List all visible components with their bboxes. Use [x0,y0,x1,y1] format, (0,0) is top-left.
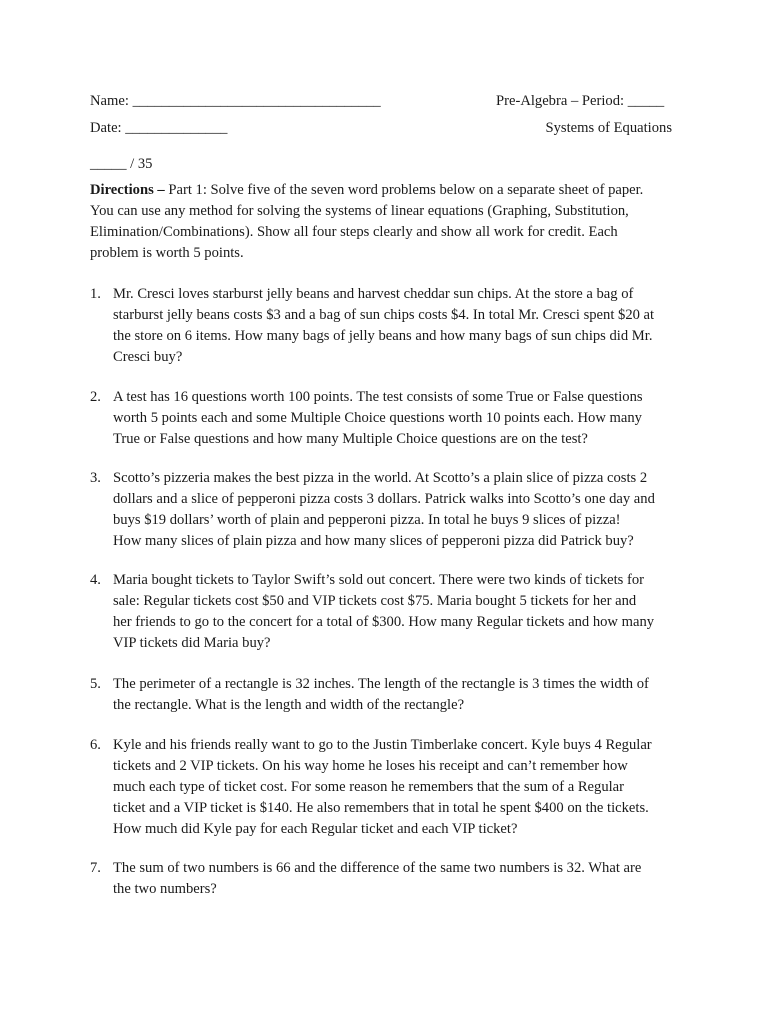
directions-lead: Directions – [90,182,165,198]
date-label: Date: [90,120,122,136]
problem-line: starburst jelly beans costs $3 and a bag of sun chips costs $4. In total Mr. Cresci spent $20 at [113,307,655,323]
problem-line: Mr. Cresci loves starburst jelly beans and harvest cheddar sun chips. At the store a bag of [113,286,634,302]
name-label: Name: [90,93,129,109]
score-line: _____ / 35 [90,156,153,172]
problem-number: 3. [90,470,101,486]
problem-number: 6. [90,737,101,753]
date-blank: ______________ [125,120,228,136]
problem-number: 1. [90,286,101,302]
problem-line: tickets and 2 VIP tickets. On his way home he loses his receipt and can’t remember how [113,758,628,774]
directions [90,180,680,264]
problem-line: Kyle and his friends really want to go to the Justin Timberlake concert. Kyle buys 4 Regular [113,737,652,753]
problem-line: the two numbers? [113,881,217,897]
problem-number: 2. [90,389,101,405]
problem-line: VIP tickets did Maria buy? [113,635,271,651]
problem-line: dollars and a slice of pepperoni pizza costs 3 dollars. Patrick walks into Scotto’s one day and [113,491,655,507]
problem-text [113,735,652,840]
problem-text [113,674,649,716]
problem-line: True or False questions and how many Multiple Choice questions are on the test? [113,431,588,447]
problem-line: much each type of ticket cost. For some reason he remembers that the sum of a Regular [113,779,625,795]
problem-line: worth 5 points each and some Multiple Choice questions worth 10 points each. How many [113,410,642,426]
course-label: Pre-Algebra – Period: [496,93,625,109]
period-blank: _____ [627,93,665,109]
problem-line: Scotto’s pizzeria makes the best pizza in the world. At Scotto’s a plain slice of pizza costs 2 [113,470,648,486]
problem-line: How much did Kyle pay for each Regular ticket and each VIP ticket? [113,821,518,837]
directions-line: Elimination/Combinations). Show all four steps clearly and show all work for credit. Each [90,224,618,240]
topic-title: Systems of Equations [545,120,672,136]
name-blank: __________________________________ [132,93,381,109]
problem-text [113,570,654,654]
problem-text [113,387,643,450]
directions-line: You can use any method for solving the systems of linear equations (Graphing, Substitution, [90,203,629,219]
problem-text [113,468,655,552]
problem-line: sale: Regular tickets cost $50 and VIP tickets cost $75. Maria bought 5 tickets for her and [113,593,637,609]
problem-text [113,858,641,900]
directions-line: problem is worth 5 points. [90,245,244,261]
problem-line: ticket and a VIP ticket is $140. He also remembers that in total he spent $400 on the tickets. [113,800,649,816]
problem-line: the store on 6 items. How many bags of jelly beans and how many bags of sun chips did Mr. [113,328,653,344]
problem-number: 5. [90,676,101,692]
problem-line: How many slices of plain pizza and how many slices of pepperoni pizza did Patrick buy? [113,533,634,549]
problem-number: 7. [90,860,101,876]
problem-line: the rectangle. What is the length and width of the rectangle? [113,697,465,713]
problem-line: The perimeter of a rectangle is 32 inches. The length of the rectangle is 3 times the width of [113,676,649,692]
course-period-line [496,91,664,112]
date-line [90,118,227,139]
problem-text [113,284,654,368]
problem-line: The sum of two numbers is 66 and the difference of the same two numbers is 32. What are [113,860,642,876]
problem-line: Cresci buy? [113,349,183,365]
problem-line: her friends to go to the concert for a total of $300. How many Regular tickets and how many [113,614,655,630]
problem-number: 4. [90,572,101,588]
directions-line: Part 1: Solve five of the seven word problems below on a separate sheet of paper. [164,182,644,198]
name-line [90,91,381,112]
problem-line: A test has 16 questions worth 100 points. The test consists of some True or False questions [113,389,643,405]
problem-line: buys $19 dollars’ worth of plain and pepperoni pizza. In total he buys 9 slices of pizza! [113,512,621,528]
problem-line: Maria bought tickets to Taylor Swift’s sold out concert. There were two kinds of tickets for [113,572,644,588]
